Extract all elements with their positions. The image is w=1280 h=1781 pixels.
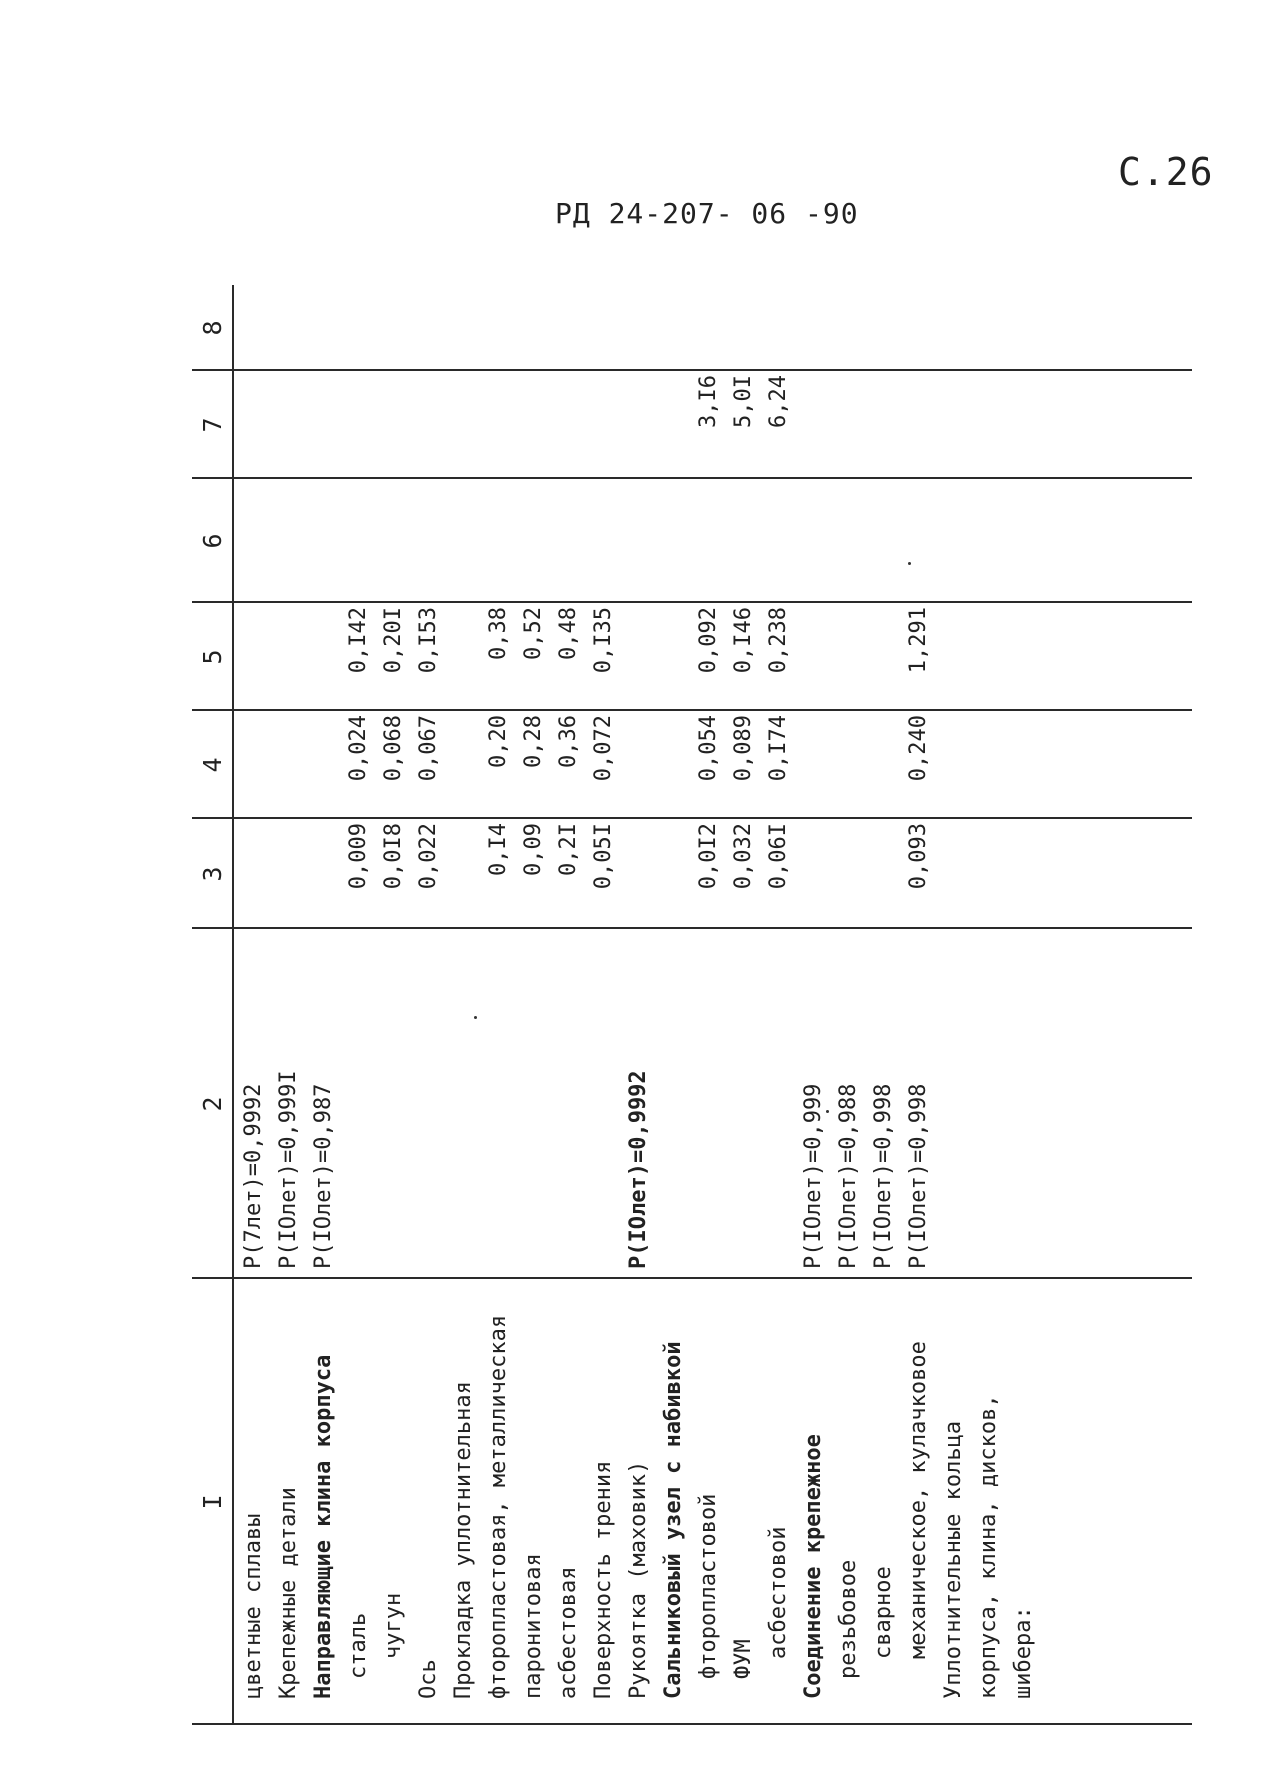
table-row-c7: 6,24 [766,375,791,428]
table-row-c7 [796,375,831,475]
table-row-c7 [901,375,936,475]
table-row-c5 [796,607,831,707]
col-divider-7 [192,369,1192,371]
table-row-c4 [866,715,901,815]
table-row-c5 [656,607,691,707]
table-row-name: Направляющие клина корпуса [311,1354,336,1699]
table-row-c5 [1006,607,1041,707]
table-row-c4: 0,28 [521,715,546,768]
col-divider-2 [192,927,1192,929]
table-row-c4 [236,715,271,815]
table-row-c4 [936,715,971,815]
table-row-c4: 0,I74 [766,715,791,782]
table-row-c5: 0,I35 [591,607,616,674]
table-row-c7 [831,375,866,475]
table-row-c2 [971,959,1006,1269]
table-row-c2: P(IOлет)=0,988 [836,1083,861,1269]
column-element-names [236,1259,1041,1699]
table-row-c7: 5,0I [731,375,756,428]
page-number: С.26 [1118,150,1214,194]
table-row-name: паронитовая [521,1553,546,1699]
scan-speck [474,1016,477,1019]
column-header-3: 3 [198,866,227,882]
col-divider-3 [192,817,1192,819]
table-row-c4 [796,715,831,815]
reliability-table [192,285,1192,1725]
table-row-c5: 0,238 [766,607,791,674]
table-row-c5: 0,52 [521,607,546,660]
table-row-c4: 0,240 [906,715,931,782]
table-row-c5 [831,607,866,707]
table-row-name: сварное [871,1566,896,1659]
table-row-c7 [481,375,516,475]
table-row-name: цветные сплавы [241,1513,266,1699]
table-row-c3: 0,05I [591,823,616,890]
table-row-name: Поверхность трения [591,1460,616,1699]
table-row-c3: 0,0I2 [696,823,721,890]
column-header-8: 8 [198,320,227,336]
table-row-c4: 0,36 [556,715,581,768]
table-row-c4: 0,089 [731,715,756,782]
table-row-c4: 0,067 [416,715,441,782]
column-3-values [236,823,1041,925]
table-row-c3 [1006,823,1041,925]
table-row-c2: P(IOлет)=0,999I [276,1070,301,1269]
table-row-c3 [236,823,271,925]
table-row-c7 [411,375,446,475]
table-row-c3: 0,2I [556,823,581,876]
table-row-c5 [446,607,481,707]
table-row-c3 [446,823,481,925]
table-row-c2 [516,959,551,1269]
table-row-c4: 0,072 [591,715,616,782]
table-row-c3 [796,823,831,925]
table-row-c4: 0,054 [696,715,721,782]
table-row-c4 [446,715,481,815]
table-row-c7 [866,375,901,475]
table-row-c7: 3,I6 [696,375,721,428]
table-row-c5 [971,607,1006,707]
table-row-name: Рукоятка (маховик) [626,1460,651,1699]
table-row-c5: 0,38 [486,607,511,660]
table-row-c7 [446,375,481,475]
table-row-name: асбестовой [766,1526,791,1659]
table-row-c7 [306,375,341,475]
table-row-c3: 0,09 [521,823,546,876]
table-row-name: Сальниковый узел с набивкой [661,1341,686,1699]
header-separator [232,285,234,1725]
col-divider-4 [192,709,1192,711]
table-row-name: Крепежные детали [276,1487,301,1699]
document-code: РД 24-207- 06 -90 [555,197,859,230]
table-row-name: асбестовая [556,1566,581,1699]
table-row-c2 [411,959,446,1269]
table-row-c2 [341,959,376,1269]
table-row-c2: P(7лет)=0,9992 [241,1083,266,1269]
table-row-c2: P(IOлет)=0,998 [871,1083,896,1269]
table-row-c3: 0,I4 [486,823,511,876]
column-4-values [236,715,1041,815]
table-row-c4: 0,068 [381,715,406,782]
table-row-c3 [936,823,971,925]
table-row-c2 [726,959,761,1269]
table-row-c2: P(IOлет)=0,987 [311,1083,336,1269]
table-row-c7 [551,375,586,475]
table-row-c5: 0,48 [556,607,581,660]
table-row-c3 [306,823,341,925]
scan-speck [908,562,911,565]
table-row-name: механическое, кулачковое [906,1341,931,1659]
table-row-c3: 0,093 [906,823,931,890]
table-row-c7 [1006,375,1041,475]
column-5-values [236,607,1041,707]
table-row-name: фторопластовой [696,1493,721,1679]
table-row-c7 [656,375,691,475]
table-row-c5 [306,607,341,707]
table-row-c5: 0,I42 [346,607,371,674]
table-row-c4 [831,715,866,815]
table-row-c7 [341,375,376,475]
table-row-c7 [516,375,551,475]
table-row-c3: 0,0I8 [381,823,406,890]
table-row-c3 [831,823,866,925]
table-row-c7 [271,375,306,475]
column-7-values [236,375,1041,475]
table-row-c3 [271,823,306,925]
table-row-c3: 0,032 [731,823,756,890]
column-probability [236,959,1041,1269]
table-row-c2 [1006,959,1041,1269]
table-row-c7 [621,375,656,475]
table-row-c5 [271,607,306,707]
table-row-c5: 1,291 [906,607,931,674]
table-row-c4 [1006,715,1041,815]
column-header-4: 4 [198,757,227,773]
table-row-c2 [551,959,586,1269]
table-row-c2 [656,959,691,1269]
table-row-c3: 0,009 [346,823,371,890]
table-row-c4 [271,715,306,815]
table-row-c4 [656,715,691,815]
table-border-left [192,1723,1192,1725]
table-row-name: шибера: [1011,1606,1036,1699]
table-row-c7 [936,375,971,475]
table-row-c5: 0,092 [696,607,721,674]
table-row-c2 [761,959,796,1269]
table-row-c2 [936,959,971,1269]
table-row-c3 [971,823,1006,925]
table-row-name: Уплотнительные кольца [941,1420,966,1699]
table-row-c7 [586,375,621,475]
column-header-5: 5 [198,649,227,665]
table-row-c4 [306,715,341,815]
table-row-c5 [621,607,656,707]
table-row-c2 [481,959,516,1269]
table-row-c5: 0,I53 [416,607,441,674]
table-row-name: сталь [346,1612,371,1679]
table-row-c5 [236,607,271,707]
table-row-c2: P(IOлет)=0,9992 [626,1070,651,1269]
table-row-c4: 0,20 [486,715,511,768]
table-row-name: Ось [416,1659,441,1699]
column-header-6: 6 [198,533,227,549]
table-row-c2: P(IOлет)=0,998 [906,1083,931,1269]
table-row-name: резьбовое [836,1559,861,1679]
table-row-name: корпуса, клина, дисков, [976,1394,1001,1699]
table-row-c2 [691,959,726,1269]
table-row-c4: 0,024 [346,715,371,782]
scan-speck [826,1110,829,1113]
table-row-c7 [971,375,1006,475]
table-row-c5 [866,607,901,707]
col-divider-5 [192,601,1192,603]
table-row-c2: P(IOлет)=0,999 [801,1083,826,1269]
table-row-c5: 0,20I [381,607,406,674]
table-row-c2 [446,959,481,1269]
table-row-c4 [971,715,1006,815]
table-row-c7 [236,375,271,475]
table-row-c2 [586,959,621,1269]
table-row-name: Прокладка уплотнительная [451,1381,476,1699]
table-row-name: Соединение крепежное [801,1434,826,1699]
table-row-c7 [376,375,411,475]
table-row-c3: 0,022 [416,823,441,890]
table-row-name: ФУМ [731,1639,756,1679]
table-row-c3 [656,823,691,925]
table-row-name: фторопластовая, металлическая [486,1314,511,1699]
table-row-c5 [936,607,971,707]
table-row-c2 [376,959,411,1269]
column-header-2: 2 [198,1096,227,1112]
table-row-c3 [621,823,656,925]
table-row-c3: 0,06I [766,823,791,890]
table-row-name: чугун [381,1592,406,1659]
col-divider-6 [192,477,1192,479]
column-header-7: 7 [198,417,227,433]
table-row-c5: 0,I46 [731,607,756,674]
table-row-c4 [621,715,656,815]
table-row-c3 [866,823,901,925]
column-header-1: I [198,1494,227,1510]
